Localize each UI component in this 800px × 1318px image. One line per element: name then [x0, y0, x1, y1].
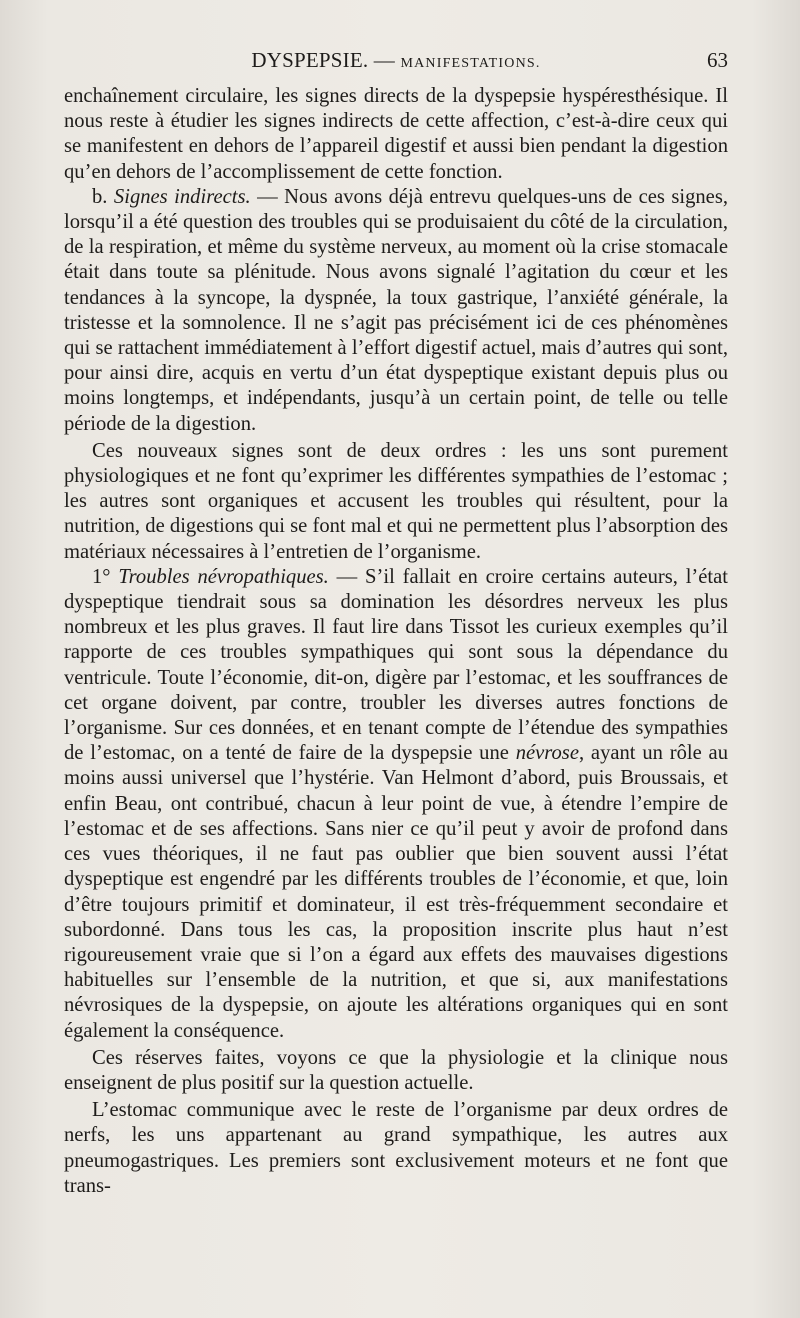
paragraph-2-text: — Nous avons déjà entrevu quelques-uns de ces signes, lorsqu’il a été question des troubles qui se produisaient du côté de la circulation, de la respiration, et même du système nerveux, au moment où la crise stomacale était dans toute sa plénitude. Nous avons signalé l’agitation du cœur et les tendances à la syncope, la dyspnée, la toux gastrique, l’anxiété générale, la tristesse et la somnolence. Il ne s’agit pas précisément ici de ces phénomènes qui se rattachent immédiatement à l’effort digestif actuel, mais d’autres qui sont, pour ainsi dire, acquis en vertu d’un état dyspeptique existant depuis plus ou moins longtemps, et indépendants, jusqu’à un certain point, de telle ou telle période de la digestion.	[64, 185, 728, 435]
paragraph-1: enchaînement circulaire, les signes directs de la dyspepsie hyspéresthésique. Il nous reste à étudier les signes indirects de cette affection, c’est-à-dire ceux qui se manifestent en dehors de l’appareil digestif et aussi bien pendant la digestion qu’en dehors de l’accomplissement de cette fonction.	[64, 85, 728, 183]
term-nevrose: névrose	[515, 742, 579, 765]
page-body	[64, 84, 728, 1199]
paragraph-4	[64, 565, 728, 1044]
paragraph-5: Ces réserves faites, voyons ce que la physiologie et la clinique nous enseignent de plus positif sur la question actuelle.	[64, 1046, 728, 1094]
paragraph-4-text-a: — S’il fallait en croire certains auteurs, l’état dyspeptique tiendrait sous sa domination les désordres nerveux les plus nombreux et les plus graves. Il faut lire dans Tissot les curieux exemples qu’il rapporte de ces troubles sympathiques qui sont sous la dépendance du ventricule. Toute l’économie, dit-on, digère par l’estomac, et les souffrances de cet organe doivent, par contre, troubler les diverses autres fonctions de l’organisme. Sur ces données, et en tenant compte de l’étendue des sympathies de l’estomac, on a tenté de faire de la dyspepsie une	[64, 565, 728, 765]
paragraph-4-lead: 1°	[92, 565, 111, 588]
paragraph-2-lead: b.	[92, 185, 108, 208]
running-title-main: DYSPEPSIE.	[251, 48, 369, 72]
running-title-sub: MANIFESTATIONS.	[400, 56, 541, 71]
section-heading-signes-indirects: Signes indirects.	[113, 185, 251, 208]
running-title	[64, 48, 728, 73]
paragraph-4-text-b: , ayant un rôle au moins aussi universel que l’hystérie. Van Helmont d’abord, puis Broussais, et enfin Beau, ont contribué, chacun à leur point de vue, à étendre l’empire de l’estomac et de ses affections. Sans nier ce qu’il peut y avoir de profond dans ces vues théoriques, il ne faut pas oublier que bien souvent aussi l’état dyspeptique est engendré par les différents troubles de l’économie, et que, loin d’être toujours primitif et dominateur, il est très-fréquemment secondaire et subordonné. Dans tous les cas, la proposition inscrite plus haut n’est rigoureusement vraie que si l’on a égard aux effets des mauvaises digestions habituelles sur l’ensemble de la nutrition, et que si, aux manifestations névrosiques de la dyspepsie, on ajoute les altérations organiques qui en sont également la conséquence.	[64, 742, 728, 1042]
running-title-separator: —	[373, 48, 395, 72]
paragraph-2	[64, 185, 728, 437]
paragraph-6: L’estomac communique avec le reste de l’organisme par deux ordres de nerfs, les uns appartenant au grand sympathique, les autres aux pneumogastriques. Les premiers sont exclusivement moteurs et ne font que trans-	[64, 1099, 728, 1197]
running-header	[64, 48, 728, 76]
page-number: 63	[707, 48, 728, 72]
paragraph-3: Ces nouveaux signes sont de deux ordres : les uns sont purement physiologiques et ne font qu’exprimer les différentes sympathies de l’estomac ; les autres sont organiques et accusent les troubles qui résultent, pour la nutrition, de digestions qui se font mal et qui ne permettent plus l’absorption des matériaux nécessaires à l’entretien de l’organisme.	[64, 439, 728, 563]
section-heading-troubles-nevropathiques: Troubles névropathiques.	[118, 565, 329, 588]
